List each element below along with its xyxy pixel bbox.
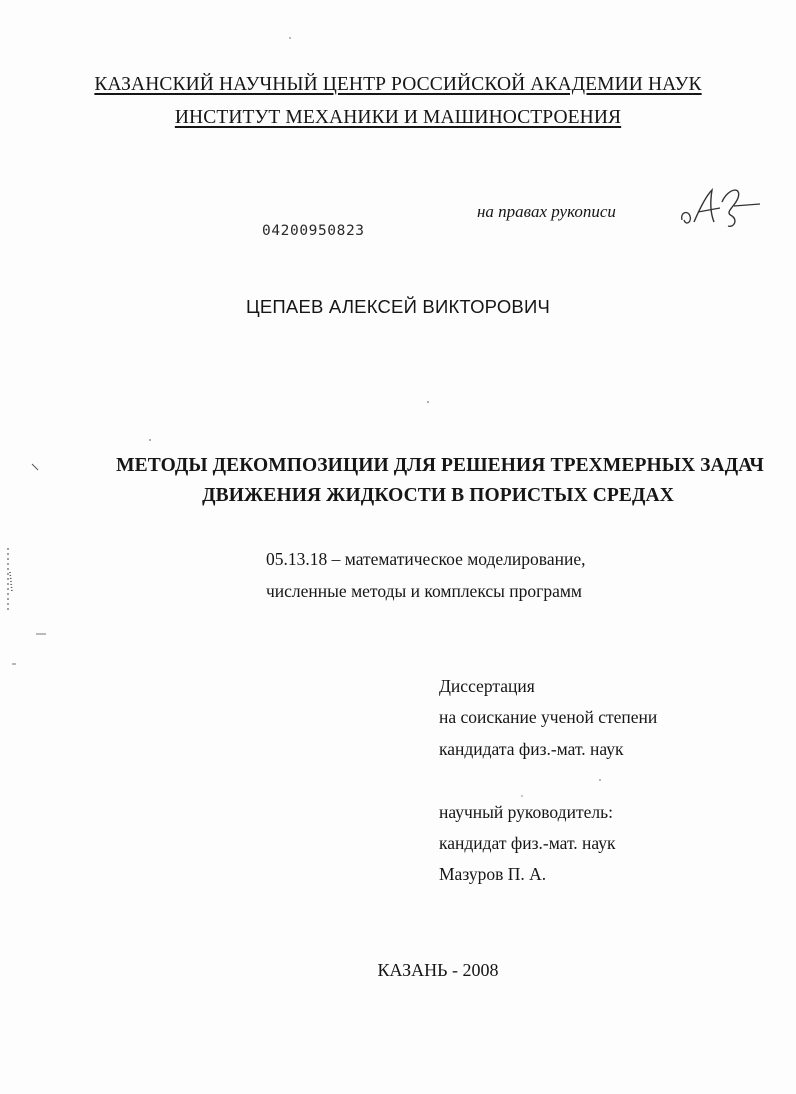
city-year: КАЗАНЬ - 2008 xyxy=(377,960,499,980)
supervisor-label: научный руководитель: xyxy=(439,802,613,822)
organization-name: КАЗАНСКИЙ НАУЧНЫЙ ЦЕНТР РОССИЙСКОЙ АКАДЕМИИ НАУК xyxy=(94,74,702,95)
supervisor-name: Мазуров П. А. xyxy=(439,864,547,884)
supervisor-degree: кандидат физ.-мат. наук xyxy=(439,833,616,853)
dissertation-title-line-1: МЕТОДЫ ДЕКОМПОЗИЦИИ ДЛЯ РЕШЕНИЯ ТРЕХМЕРНЫХ ЗАДАЧ xyxy=(116,455,764,476)
manuscript-note: на правах рукописи xyxy=(477,202,616,221)
catalog-number: 04200950823 xyxy=(262,223,365,239)
institute-name: ИНСТИТУТ МЕХАНИКИ И МАШИНОСТРОЕНИЯ xyxy=(174,107,622,128)
degree-purpose: на соискание ученой степени xyxy=(439,707,658,727)
author-name: ЦЕПАЕВ АЛЕКСЕЙ ВИКТОРОВИЧ xyxy=(246,296,550,317)
specialty-code: 05.13.18 – математическое моделирование, xyxy=(266,549,586,569)
degree-name: кандидата физ.-мат. наук xyxy=(439,739,624,759)
specialty-name: численные методы и комплексы программ xyxy=(266,581,582,601)
dissertation-label: Диссертация xyxy=(439,676,535,696)
dissertation-title-line-2: ДВИЖЕНИЯ ЖИДКОСТИ В ПОРИСТЫХ СРЕДАХ xyxy=(202,485,674,506)
